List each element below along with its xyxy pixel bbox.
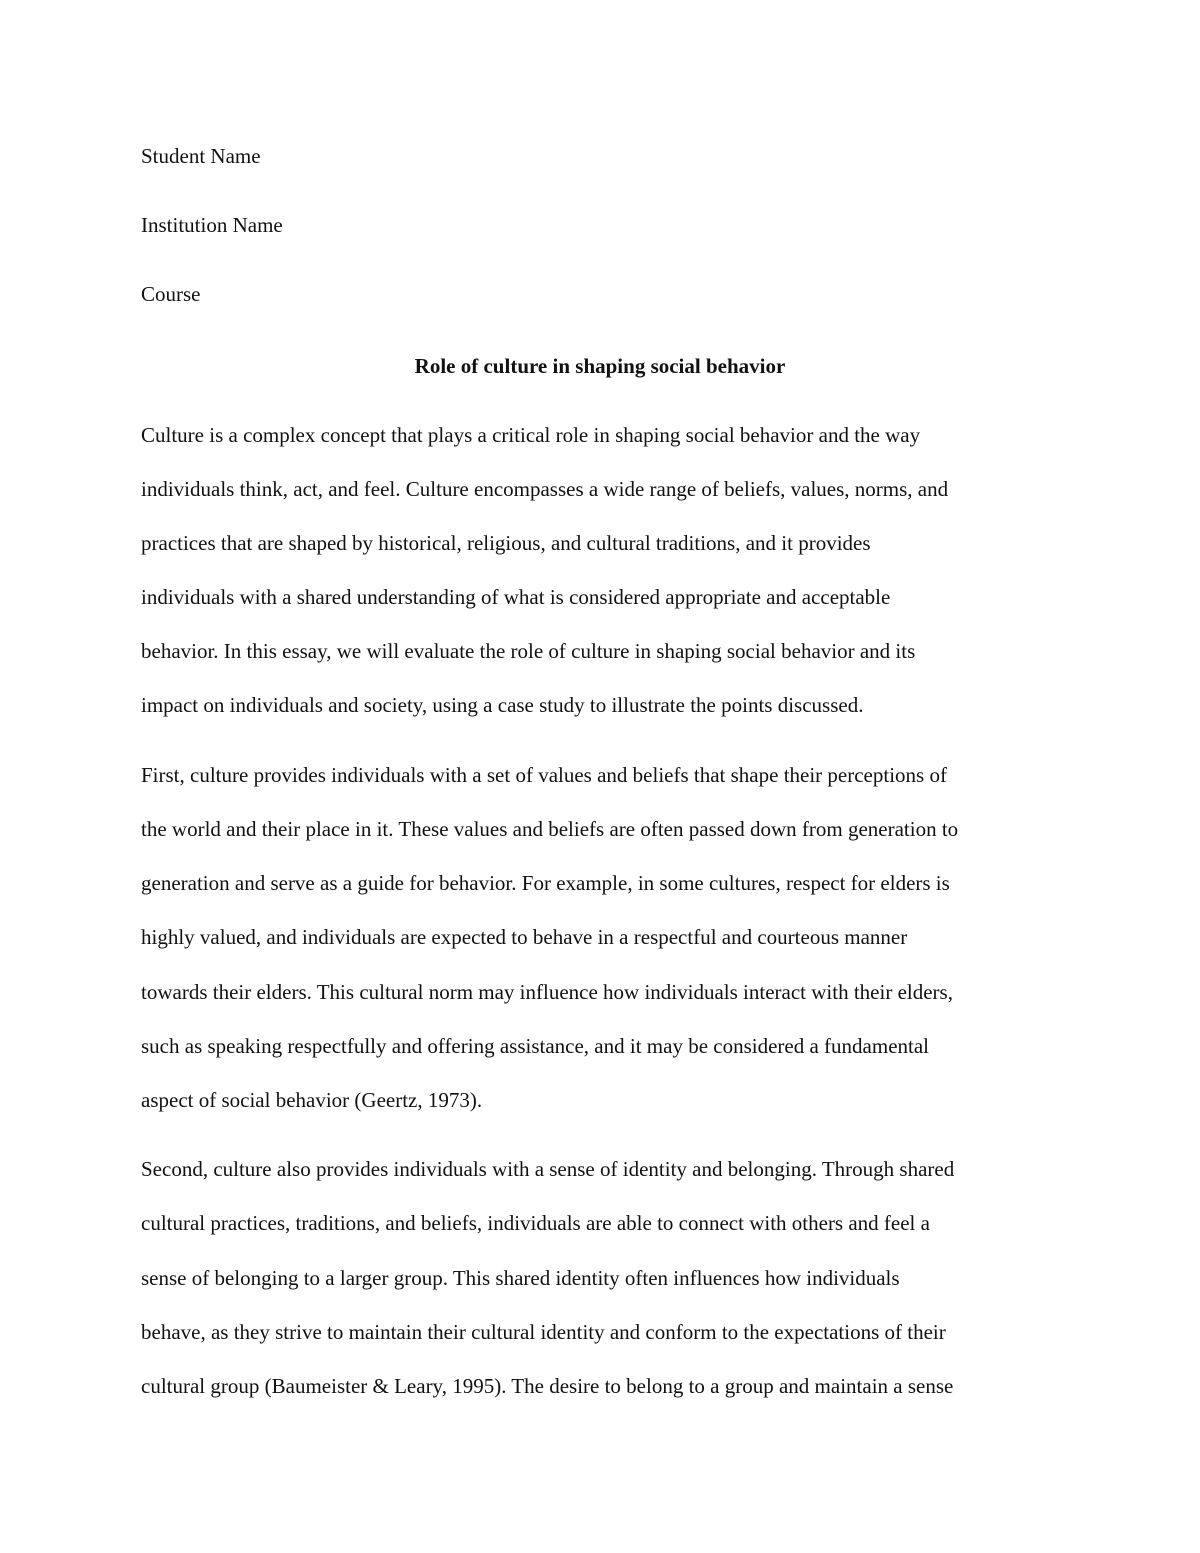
paragraph-line: sense of belonging to a larger group. This shared identity often influences how individuals — [141, 1266, 900, 1290]
paragraph-line: highly valued, and individuals are expected to behave in a respectful and courteous manner — [141, 925, 908, 949]
paragraph-line: generation and serve as a guide for behavior. For example, in some cultures, respect for elders is — [141, 871, 950, 895]
course: Course — [141, 282, 201, 306]
paragraph-line: cultural practices, traditions, and beliefs, individuals are able to connect with others and feel a — [141, 1211, 930, 1235]
paragraph-line: behave, as they strive to maintain their cultural identity and conform to the expectations of their — [141, 1320, 946, 1344]
paragraph-line: First, culture provides individuals with a set of values and beliefs that shape their perceptions of — [141, 763, 947, 787]
paragraph-line: cultural group (Baumeister & Leary, 1995). The desire to belong to a group and maintain a sense — [141, 1374, 954, 1398]
paragraph-line: individuals think, act, and feel. Culture encompasses a wide range of beliefs, values, norms, and — [141, 477, 949, 501]
paragraph-line: practices that are shaped by historical, religious, and cultural traditions, and it provides — [141, 531, 871, 555]
paragraph-line: behavior. In this essay, we will evaluate the role of culture in shaping social behavior and its — [141, 639, 916, 663]
essay-title: Role of culture in shaping social behavior — [414, 354, 786, 378]
student-name: Student Name — [141, 144, 261, 168]
paragraph-line: towards their elders. This cultural norm may influence how individuals interact with their elders, — [141, 980, 953, 1004]
paragraph-line: aspect of social behavior (Geertz, 1973). — [141, 1088, 483, 1112]
paragraph-line: Culture is a complex concept that plays a critical role in shaping social behavior and the way — [141, 423, 921, 447]
paragraph-line: Second, culture also provides individuals with a sense of identity and belonging. Through shared — [141, 1157, 955, 1181]
institution-name: Institution Name — [141, 213, 283, 237]
paragraph-line: such as speaking respectfully and offering assistance, and it may be considered a fundamental — [141, 1034, 930, 1058]
paragraph-line: individuals with a shared understanding of what is considered appropriate and acceptable — [141, 585, 891, 609]
paragraph-line: impact on individuals and society, using a case study to illustrate the points discussed. — [141, 693, 864, 717]
paragraph-line: the world and their place in it. These values and beliefs are often passed down from generation to — [141, 817, 959, 841]
